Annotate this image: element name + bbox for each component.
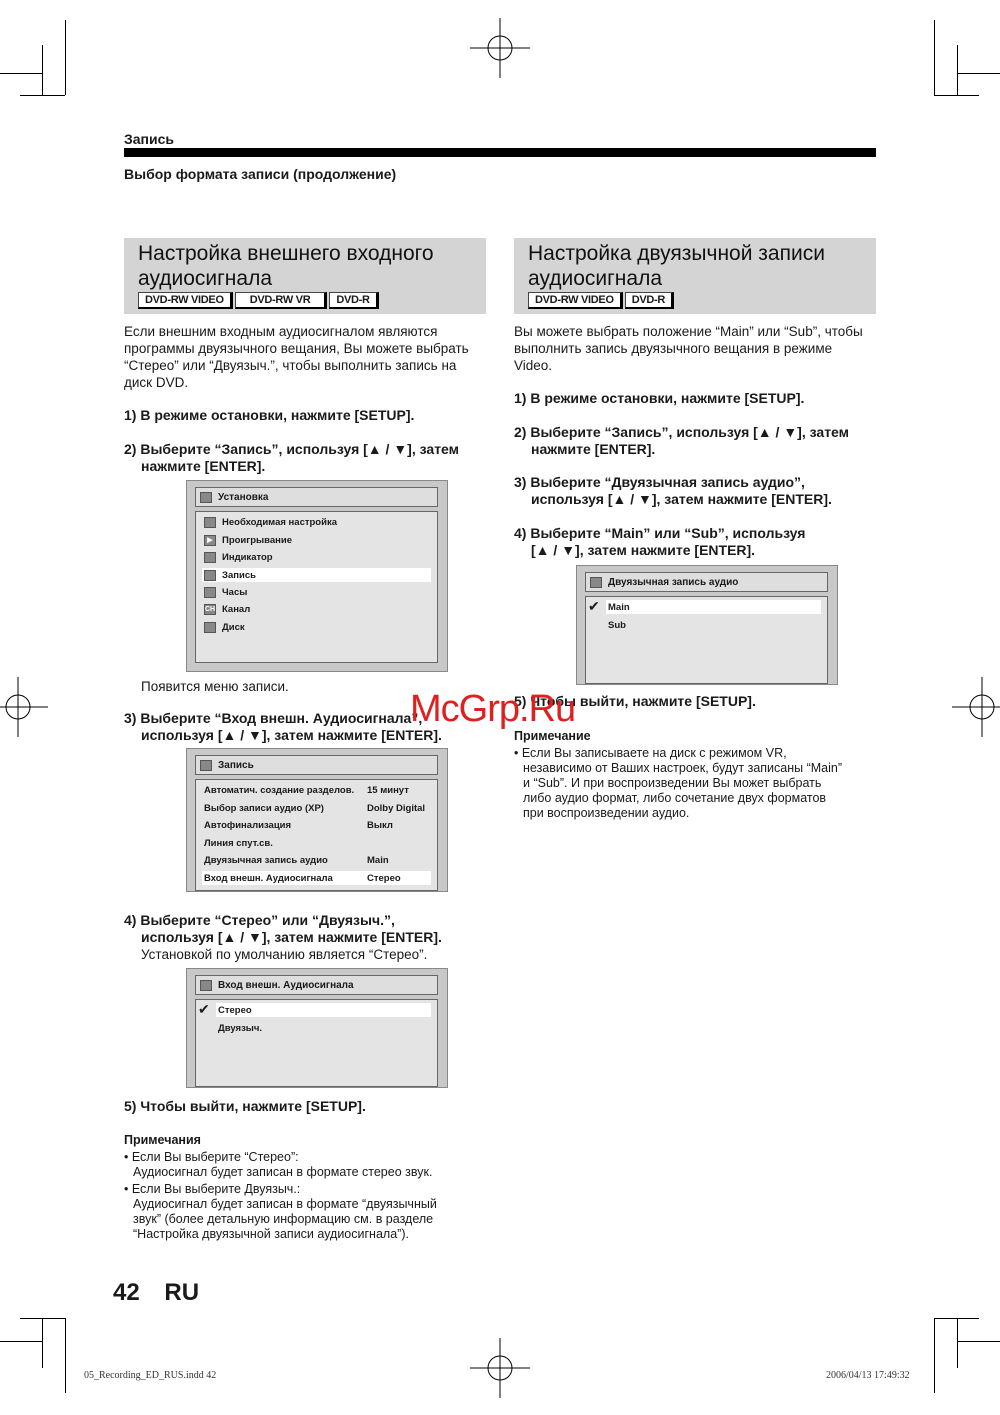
- left-step-4: [124, 912, 494, 963]
- note-1-line2: Аудиосигнал будет записан в формате стерео звук.: [133, 1165, 433, 1179]
- left-step-1: 1) В режиме остановки, нажмите [SETUP].: [124, 407, 415, 423]
- left-step-3-line1: 3) Выберите “Вход внешн. Аудиосигнала”,: [124, 710, 423, 726]
- input-audio-menu-screen: [186, 968, 448, 1088]
- badge-dvd-rw-video: DVD-RW VIDEO: [138, 292, 233, 309]
- bilingual-menu-body: [585, 596, 828, 684]
- crop-mark: [934, 20, 935, 95]
- left-after-menu: Появится меню записи.: [141, 679, 289, 694]
- row-label: Выбор записи аудио (XP): [204, 802, 324, 814]
- crop-mark: [958, 1341, 1000, 1342]
- row-value: Main: [367, 854, 389, 866]
- left-step-2-line2: нажмите [ENTER].: [141, 458, 266, 474]
- input-audio-menu-title: Вход внешн. Аудиосигнала: [218, 979, 354, 991]
- disc-icon: [204, 622, 216, 633]
- crop-mark: [20, 1318, 65, 1319]
- menu-item-label: Часы: [222, 586, 248, 598]
- left-step-3-line2: используя [▲ / ▼], затем нажмите [ENTER].: [141, 727, 442, 743]
- setup-menu-body: [195, 511, 438, 663]
- page-number-value: 42: [113, 1279, 140, 1306]
- right-step-4: [514, 525, 884, 559]
- watermark: McGrp.Ru: [410, 688, 576, 730]
- crop-mark: [65, 1318, 66, 1393]
- right-step-4-line1: 4) Выберите “Main” или “Sub”, используя: [514, 525, 806, 541]
- setup-menu-header: [195, 487, 438, 507]
- record-icon: [200, 980, 212, 991]
- crop-mark: [65, 20, 66, 95]
- right-notes: [514, 746, 884, 821]
- channel-icon: CH: [205, 605, 216, 613]
- menu-item-label: Индикатор: [222, 551, 273, 563]
- setup-icon: [200, 492, 212, 503]
- right-intro: Вы можете выбрать положение “Main” или “Sub”, чтобы выполнить запись двуязычного вещания в режиме Video.: [514, 324, 863, 373]
- note-2-line3: звук” (более детальную информацию см. в разделе: [133, 1212, 434, 1226]
- row-value: Выкл: [367, 819, 393, 831]
- crop-mark: [934, 95, 979, 96]
- right-heading-box: [514, 238, 876, 314]
- right-step-4-line2: [▲ / ▼], затем нажмите [ENTER].: [531, 542, 756, 558]
- menu-item-label: Канал: [222, 603, 251, 615]
- setup-menu-screen: [186, 480, 448, 672]
- wrench-icon: [204, 517, 216, 528]
- menu-item-display[interactable]: [202, 550, 431, 564]
- input-audio-menu-body: [195, 999, 438, 1087]
- record-row-audio-xp[interactable]: [202, 801, 431, 815]
- right-step-2: [514, 424, 884, 458]
- subsection-title: Выбор формата записи (продолжение): [124, 166, 397, 182]
- left-step-4-line1: 4) Выберите “Стерео” или “Двуязыч.”,: [124, 912, 395, 928]
- row-label: Линия спут.св.: [204, 837, 273, 849]
- note-line4: либо аудио формат, либо сочетание двух форматов: [523, 791, 827, 805]
- right-heading-line2: аудиосигнала: [528, 267, 663, 290]
- left-step-5: 5) Чтобы выйти, нажмите [SETUP].: [124, 1098, 366, 1114]
- left-intro: Если внешним входным аудиосигналом являются программы двуязычного вещания, Вы можете выбрать “Стерео” или “Двуязыч.”, чтобы выполнить запись на диск DVD.: [124, 324, 469, 390]
- row-value: Стерео: [367, 872, 401, 884]
- row-label: Автофинализация: [204, 819, 292, 831]
- bilingual-menu-screen: [576, 565, 838, 685]
- record-menu-screen: [186, 748, 448, 892]
- record-row-satellite[interactable]: [202, 836, 431, 850]
- crop-mark: [20, 95, 65, 96]
- right-step-2-line1: 2) Выберите “Запись”, используя [▲ / ▼], затем: [514, 424, 850, 440]
- badge-dvd-rw-vr: DVD-RW VR: [235, 292, 328, 309]
- checkmark-icon: ✔: [588, 598, 600, 614]
- option-label: Двуязыч.: [218, 1022, 263, 1034]
- record-icon: [200, 760, 212, 771]
- record-menu-body: [195, 779, 438, 891]
- page-language: RU: [164, 1279, 200, 1306]
- record-menu-title: Запись: [218, 759, 254, 771]
- footer-file: 05_Recording_ED_RUS.indd 42: [84, 1370, 217, 1381]
- badge-dvd-r: DVD-R: [625, 292, 674, 309]
- right-step-2-line2: нажмите [ENTER].: [531, 441, 656, 457]
- registration-mark: [0, 677, 48, 737]
- crop-mark: [934, 1318, 935, 1393]
- record-row-external-audio[interactable]: [202, 871, 431, 885]
- left-heading-line1: Настройка внешнего входного: [138, 242, 434, 265]
- checkmark-icon: ✔: [198, 1001, 210, 1017]
- option-bilingual[interactable]: [216, 1021, 431, 1035]
- left-step-2: [124, 441, 494, 475]
- display-icon: [204, 552, 216, 563]
- footer-timestamp: 2006/04/13 17:49:32: [826, 1370, 910, 1381]
- menu-item-required-setup[interactable]: [202, 515, 431, 529]
- bilingual-menu-header: [585, 572, 828, 592]
- left-step-4-line2: используя [▲ / ▼], затем нажмите [ENTER].: [141, 929, 442, 945]
- menu-item-label: Необходимая настройка: [222, 516, 337, 528]
- right-step-3-line1: 3) Выберите “Двуязычная запись аудио”,: [514, 474, 805, 490]
- note-2-line2: Аудиосигнал будет записан в формате “двуязычный: [133, 1197, 437, 1211]
- section-label: Запись: [124, 131, 175, 147]
- left-step-4-line3: Установкой по умолчанию является “Стерео”.: [141, 947, 428, 962]
- play-icon: ▶: [204, 535, 216, 546]
- crop-mark: [957, 45, 958, 95]
- note-1-line1: • Если Вы выберите “Стерео”:: [124, 1150, 299, 1164]
- badge-dvd-rw-video: DVD-RW VIDEO: [528, 292, 623, 309]
- right-note-title: Примечание: [514, 729, 591, 743]
- record-icon: [590, 577, 602, 588]
- row-label: Вход внешн. Аудиосигнала: [204, 872, 333, 884]
- option-sub[interactable]: [606, 618, 821, 632]
- menu-item-label: Запись: [222, 569, 256, 581]
- note-2-line4: “Настройка двуязычной записи аудиосигнала”).: [133, 1227, 409, 1241]
- crop-mark: [0, 1341, 42, 1342]
- option-stereo[interactable]: [216, 1003, 431, 1017]
- note-line3: и “Sub”. И при воспроизведении Вы может выбрать: [523, 776, 822, 790]
- left-heading-line2: аудиосигнала: [138, 267, 273, 290]
- note-line5: при воспроизведении аудио.: [523, 806, 690, 820]
- record-row-auto-finalize[interactable]: [202, 818, 431, 832]
- badge-dvd-r: DVD-R: [329, 292, 378, 309]
- note-line1: • Если Вы записываете на диск с режимом VR,: [514, 746, 787, 760]
- left-heading-box: [124, 238, 486, 314]
- right-step-1: 1) В режиме остановки, нажмите [SETUP].: [514, 390, 805, 406]
- registration-mark: [952, 677, 1000, 737]
- row-label: Двуязычная запись аудио: [204, 854, 328, 866]
- registration-mark: [470, 1338, 530, 1398]
- record-icon: [204, 570, 216, 581]
- right-step-5: 5) Чтобы выйти, нажмите [SETUP].: [514, 693, 756, 709]
- record-menu-header: [195, 755, 438, 775]
- option-main[interactable]: [606, 600, 821, 614]
- bilingual-menu-title: Двуязычная запись аудио: [608, 576, 739, 588]
- record-row-bilingual[interactable]: [202, 853, 431, 867]
- row-label: Автоматич. создание разделов.: [204, 784, 355, 796]
- left-notes-title: Примечания: [124, 1133, 201, 1147]
- menu-item-channel[interactable]: [202, 602, 431, 616]
- left-step-2-line1: 2) Выберите “Запись”, используя [▲ / ▼], затем: [124, 441, 460, 457]
- menu-item-clock[interactable]: [202, 585, 431, 599]
- crop-mark: [0, 73, 42, 74]
- page-number: [113, 1279, 199, 1307]
- crop-mark: [42, 1318, 43, 1368]
- option-label: Стерео: [218, 1004, 252, 1016]
- crop-mark: [42, 45, 43, 95]
- option-label: Main: [608, 601, 630, 613]
- menu-item-recording[interactable]: [202, 568, 431, 582]
- header-rule: [124, 148, 876, 157]
- input-audio-menu-header: [195, 975, 438, 995]
- menu-item-label: Проигрывание: [222, 534, 293, 546]
- registration-mark: [470, 18, 530, 78]
- row-value: Dolby Digital: [367, 802, 426, 814]
- menu-item-disc[interactable]: [202, 620, 431, 634]
- setup-menu-title: Установка: [218, 491, 269, 503]
- note-line2: независимо от Ваших настроек, будут записаны “Main”: [523, 761, 843, 775]
- crop-mark: [958, 73, 1000, 74]
- record-row-auto-chapter[interactable]: [202, 783, 431, 797]
- menu-item-playback[interactable]: [202, 533, 431, 547]
- crop-mark: [934, 1318, 979, 1319]
- clock-icon: [204, 587, 216, 598]
- note-2-line1: • Если Вы выберите Двуязыч.:: [124, 1182, 301, 1196]
- menu-item-label: Диск: [222, 621, 245, 633]
- right-heading-line1: Настройка двуязычной записи: [528, 242, 825, 265]
- right-step-3-line2: используя [▲ / ▼], затем нажмите [ENTER].: [531, 491, 832, 507]
- crop-mark: [957, 1318, 958, 1368]
- row-value: 15 минут: [367, 784, 409, 796]
- right-step-3: [514, 474, 884, 508]
- option-label: Sub: [608, 619, 626, 631]
- left-notes: [124, 1150, 484, 1242]
